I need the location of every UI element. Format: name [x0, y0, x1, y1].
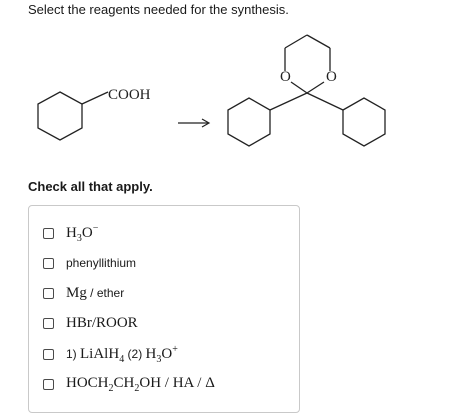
reactant-cyclohexane-ring [38, 92, 82, 140]
option-phenyllithium[interactable] [43, 253, 136, 273]
option-hbr-roor[interactable] [43, 313, 138, 333]
product-bond-right [307, 93, 343, 110]
checkbox[interactable] [43, 318, 54, 329]
checkbox[interactable] [43, 349, 54, 360]
option-label: Mg / ether [66, 285, 125, 301]
checkbox[interactable] [43, 258, 54, 269]
option-label: $HOCH_2CH_2OH$ / HA / Δ [66, 374, 215, 394]
reaction-scheme [0, 0, 455, 175]
option-lialh4-h3o[interactable] [43, 344, 178, 364]
question-prompt: Select the reagents needed for the synthesis. [28, 2, 289, 17]
product-bond-left [270, 93, 307, 110]
product-dioxane-ring [285, 35, 330, 93]
checkbox[interactable] [43, 228, 54, 239]
option-label: $H_3O^-$ [66, 222, 99, 244]
reactant-cooh-label: COOH [108, 87, 151, 103]
option-ethylene-glycol-acid-heat[interactable] [43, 374, 215, 394]
check-all-instruction: Check all that apply. [28, 179, 153, 194]
option-h3o-minus[interactable] [43, 223, 98, 243]
option-label: HBr/ROOR [66, 314, 138, 331]
product-cyclohexane-right [343, 98, 385, 146]
checkbox[interactable] [43, 379, 54, 390]
reactant-bond-to-cooh [82, 92, 108, 104]
ketal-oxygen-right: O [326, 69, 337, 85]
ketal-oxygen-left: O [280, 69, 291, 85]
option-label: 1) LiAlH$_4$ (2) $H_3O^+$ [66, 343, 178, 365]
options-panel [28, 205, 300, 413]
option-label: phenyllithium [66, 256, 137, 270]
product-cyclohexane-left [228, 98, 270, 146]
option-mg-ether[interactable] [43, 283, 124, 303]
reaction-arrow [178, 119, 209, 127]
checkbox[interactable] [43, 288, 54, 299]
